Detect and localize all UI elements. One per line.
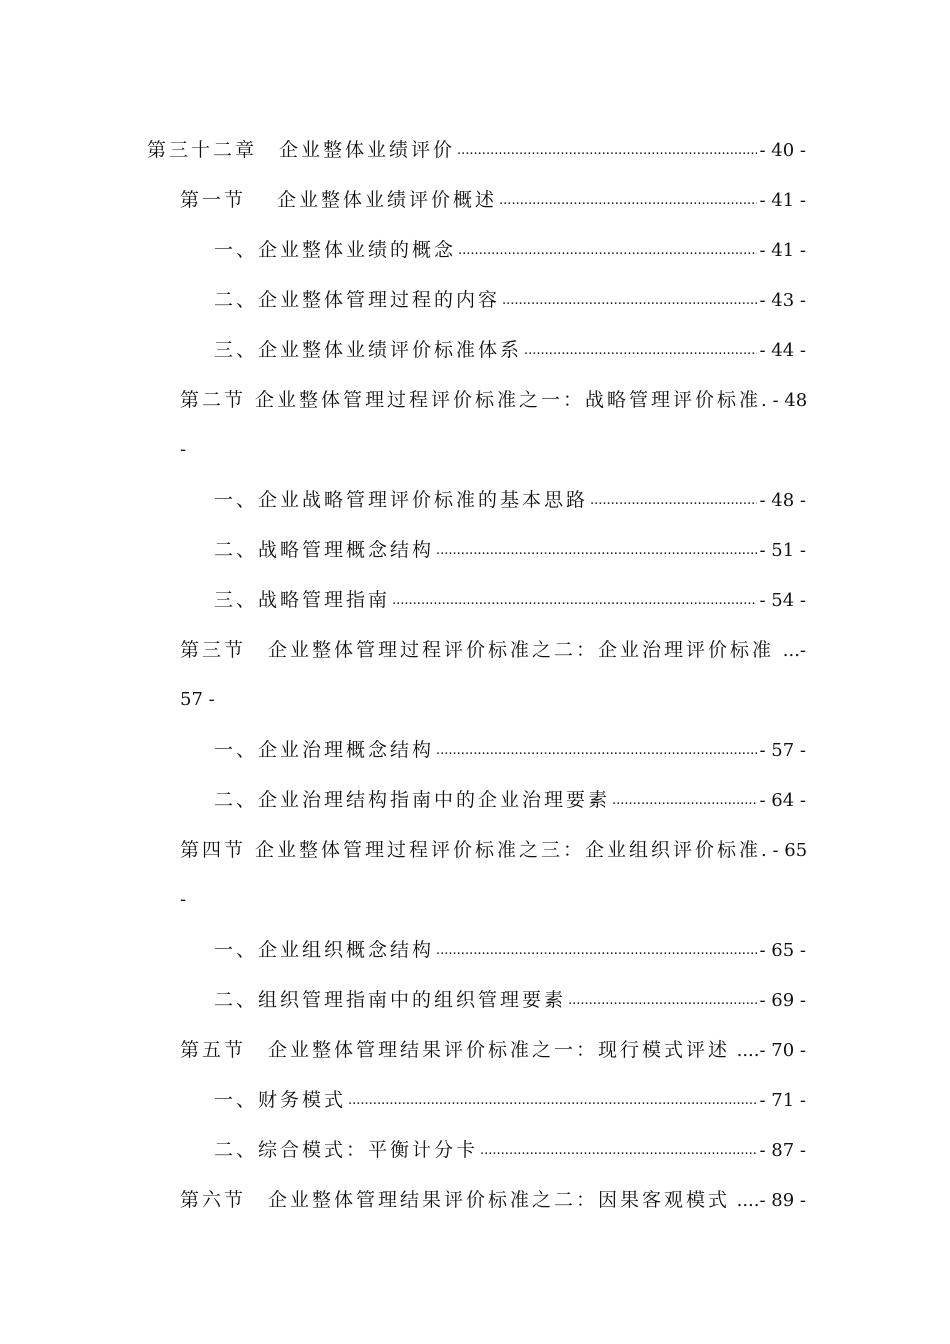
leader-dots xyxy=(612,777,757,825)
toc-entry-item[interactable] xyxy=(0,226,950,276)
toc-entry-title: 一、企业战略管理评价标准的基本思路 xyxy=(214,489,589,511)
toc-entry-item[interactable] xyxy=(0,476,950,526)
toc-entry-item[interactable] xyxy=(0,1076,950,1126)
toc-entry-section-1[interactable] xyxy=(0,176,950,226)
leader-dots xyxy=(480,1127,757,1175)
toc-entry-page: - 44 - xyxy=(759,340,806,361)
toc-entry-page: - 54 - xyxy=(759,590,806,611)
toc-entry-title: 第五节 企业整体管理结果评价标准之一：现行模式评述 xyxy=(180,1039,731,1061)
toc-entry-title: 第三十二章 企业整体业绩评价 xyxy=(147,139,456,161)
toc-entry-title: 一、企业整体业绩的概念 xyxy=(214,239,457,261)
toc-entry-page: - 41 - xyxy=(759,240,806,261)
toc-entry-page: - 87 - xyxy=(759,1140,806,1161)
leader-dots xyxy=(524,327,757,375)
toc-entry-page: . - 65 xyxy=(761,840,808,861)
toc-entry-item[interactable] xyxy=(0,976,950,1026)
toc-entry-page: - 69 - xyxy=(759,990,806,1011)
toc-entry-title: 二、企业整体管理过程的内容 xyxy=(214,289,501,311)
toc-entry-page: - 43 - xyxy=(759,290,806,311)
toc-entry-page-continuation: - xyxy=(180,889,187,910)
leader-dots xyxy=(502,277,757,325)
leader-dots xyxy=(568,977,757,1025)
toc-entry-page: - 65 - xyxy=(759,940,806,961)
toc-entry-section-4[interactable] xyxy=(0,826,950,926)
leader-dots xyxy=(590,477,757,525)
toc-entry-page: - 40 - xyxy=(759,140,806,161)
toc-entry-page: ...- xyxy=(782,640,806,661)
toc-entry-page: . - 48 xyxy=(761,390,808,411)
leader-dots xyxy=(457,127,757,175)
toc-entry-page: - 71 - xyxy=(759,1090,806,1111)
toc-entry-title: 一、企业治理概念结构 xyxy=(214,739,435,761)
toc-entry-title: 第二节 企业整体管理过程评价标准之一：战略管理评价标准 xyxy=(180,389,762,411)
toc-entry-title: 二、企业治理结构指南中的企业治理要素 xyxy=(214,789,611,811)
toc-entry-item[interactable] xyxy=(0,326,950,376)
toc-entry-title: 二、战略管理概念结构 xyxy=(214,539,435,561)
leader-dots xyxy=(458,227,757,275)
toc-entry-page: ....- 70 - xyxy=(736,1040,806,1061)
toc-entry-title: 三、企业整体业绩评价标准体系 xyxy=(214,339,523,361)
toc-entry-page: ....- 89 - xyxy=(736,1190,806,1211)
toc-entry-title: 第一节 企业整体业绩评价概述 xyxy=(180,189,498,211)
table-of-contents xyxy=(0,126,950,1226)
toc-entry-item[interactable] xyxy=(0,926,950,976)
toc-entry-page: - 57 - xyxy=(759,740,806,761)
toc-entry-page: - 41 - xyxy=(759,190,806,211)
toc-entry-item[interactable] xyxy=(0,526,950,576)
toc-entry-section-2[interactable] xyxy=(0,376,950,476)
toc-entry-title: 第三节 企业整体管理过程评价标准之二：企业治理评价标准 xyxy=(180,639,775,661)
leader-dots xyxy=(392,577,757,625)
toc-entry-page-continuation: - xyxy=(180,439,187,460)
toc-entry-section-3[interactable] xyxy=(0,626,950,726)
toc-entry-page: - 64 - xyxy=(759,790,806,811)
leader-dots xyxy=(348,1077,757,1125)
toc-entry-item[interactable] xyxy=(0,726,950,776)
toc-entry-page: - 48 - xyxy=(759,490,806,511)
toc-entry-title: 一、财务模式 xyxy=(214,1089,347,1111)
toc-entry-item[interactable] xyxy=(0,1126,950,1176)
toc-entry-title: 二、组织管理指南中的组织管理要素 xyxy=(214,989,567,1011)
toc-entry-title: 三、战略管理指南 xyxy=(214,589,391,611)
toc-entry-section-5[interactable] xyxy=(0,1026,950,1076)
leader-dots xyxy=(436,527,757,575)
toc-entry-title: 第六节 企业整体管理结果评价标准之二：因果客观模式 xyxy=(180,1189,731,1211)
toc-entry-item[interactable] xyxy=(0,576,950,626)
toc-entry-page-continuation: 57 - xyxy=(180,689,215,710)
toc-entry-title: 二、综合模式：平衡计分卡 xyxy=(214,1139,479,1161)
leader-dots xyxy=(436,727,757,775)
toc-entry-item[interactable] xyxy=(0,776,950,826)
toc-entry-chapter-32[interactable] xyxy=(0,126,950,176)
toc-entry-section-6[interactable] xyxy=(0,1176,950,1226)
toc-entry-title: 第四节 企业整体管理过程评价标准之三：企业组织评价标准 xyxy=(180,839,762,861)
toc-entry-item[interactable] xyxy=(0,276,950,326)
toc-entry-page: - 51 - xyxy=(759,540,806,561)
leader-dots xyxy=(499,177,757,225)
leader-dots xyxy=(436,927,757,975)
toc-entry-title: 一、企业组织概念结构 xyxy=(214,939,435,961)
